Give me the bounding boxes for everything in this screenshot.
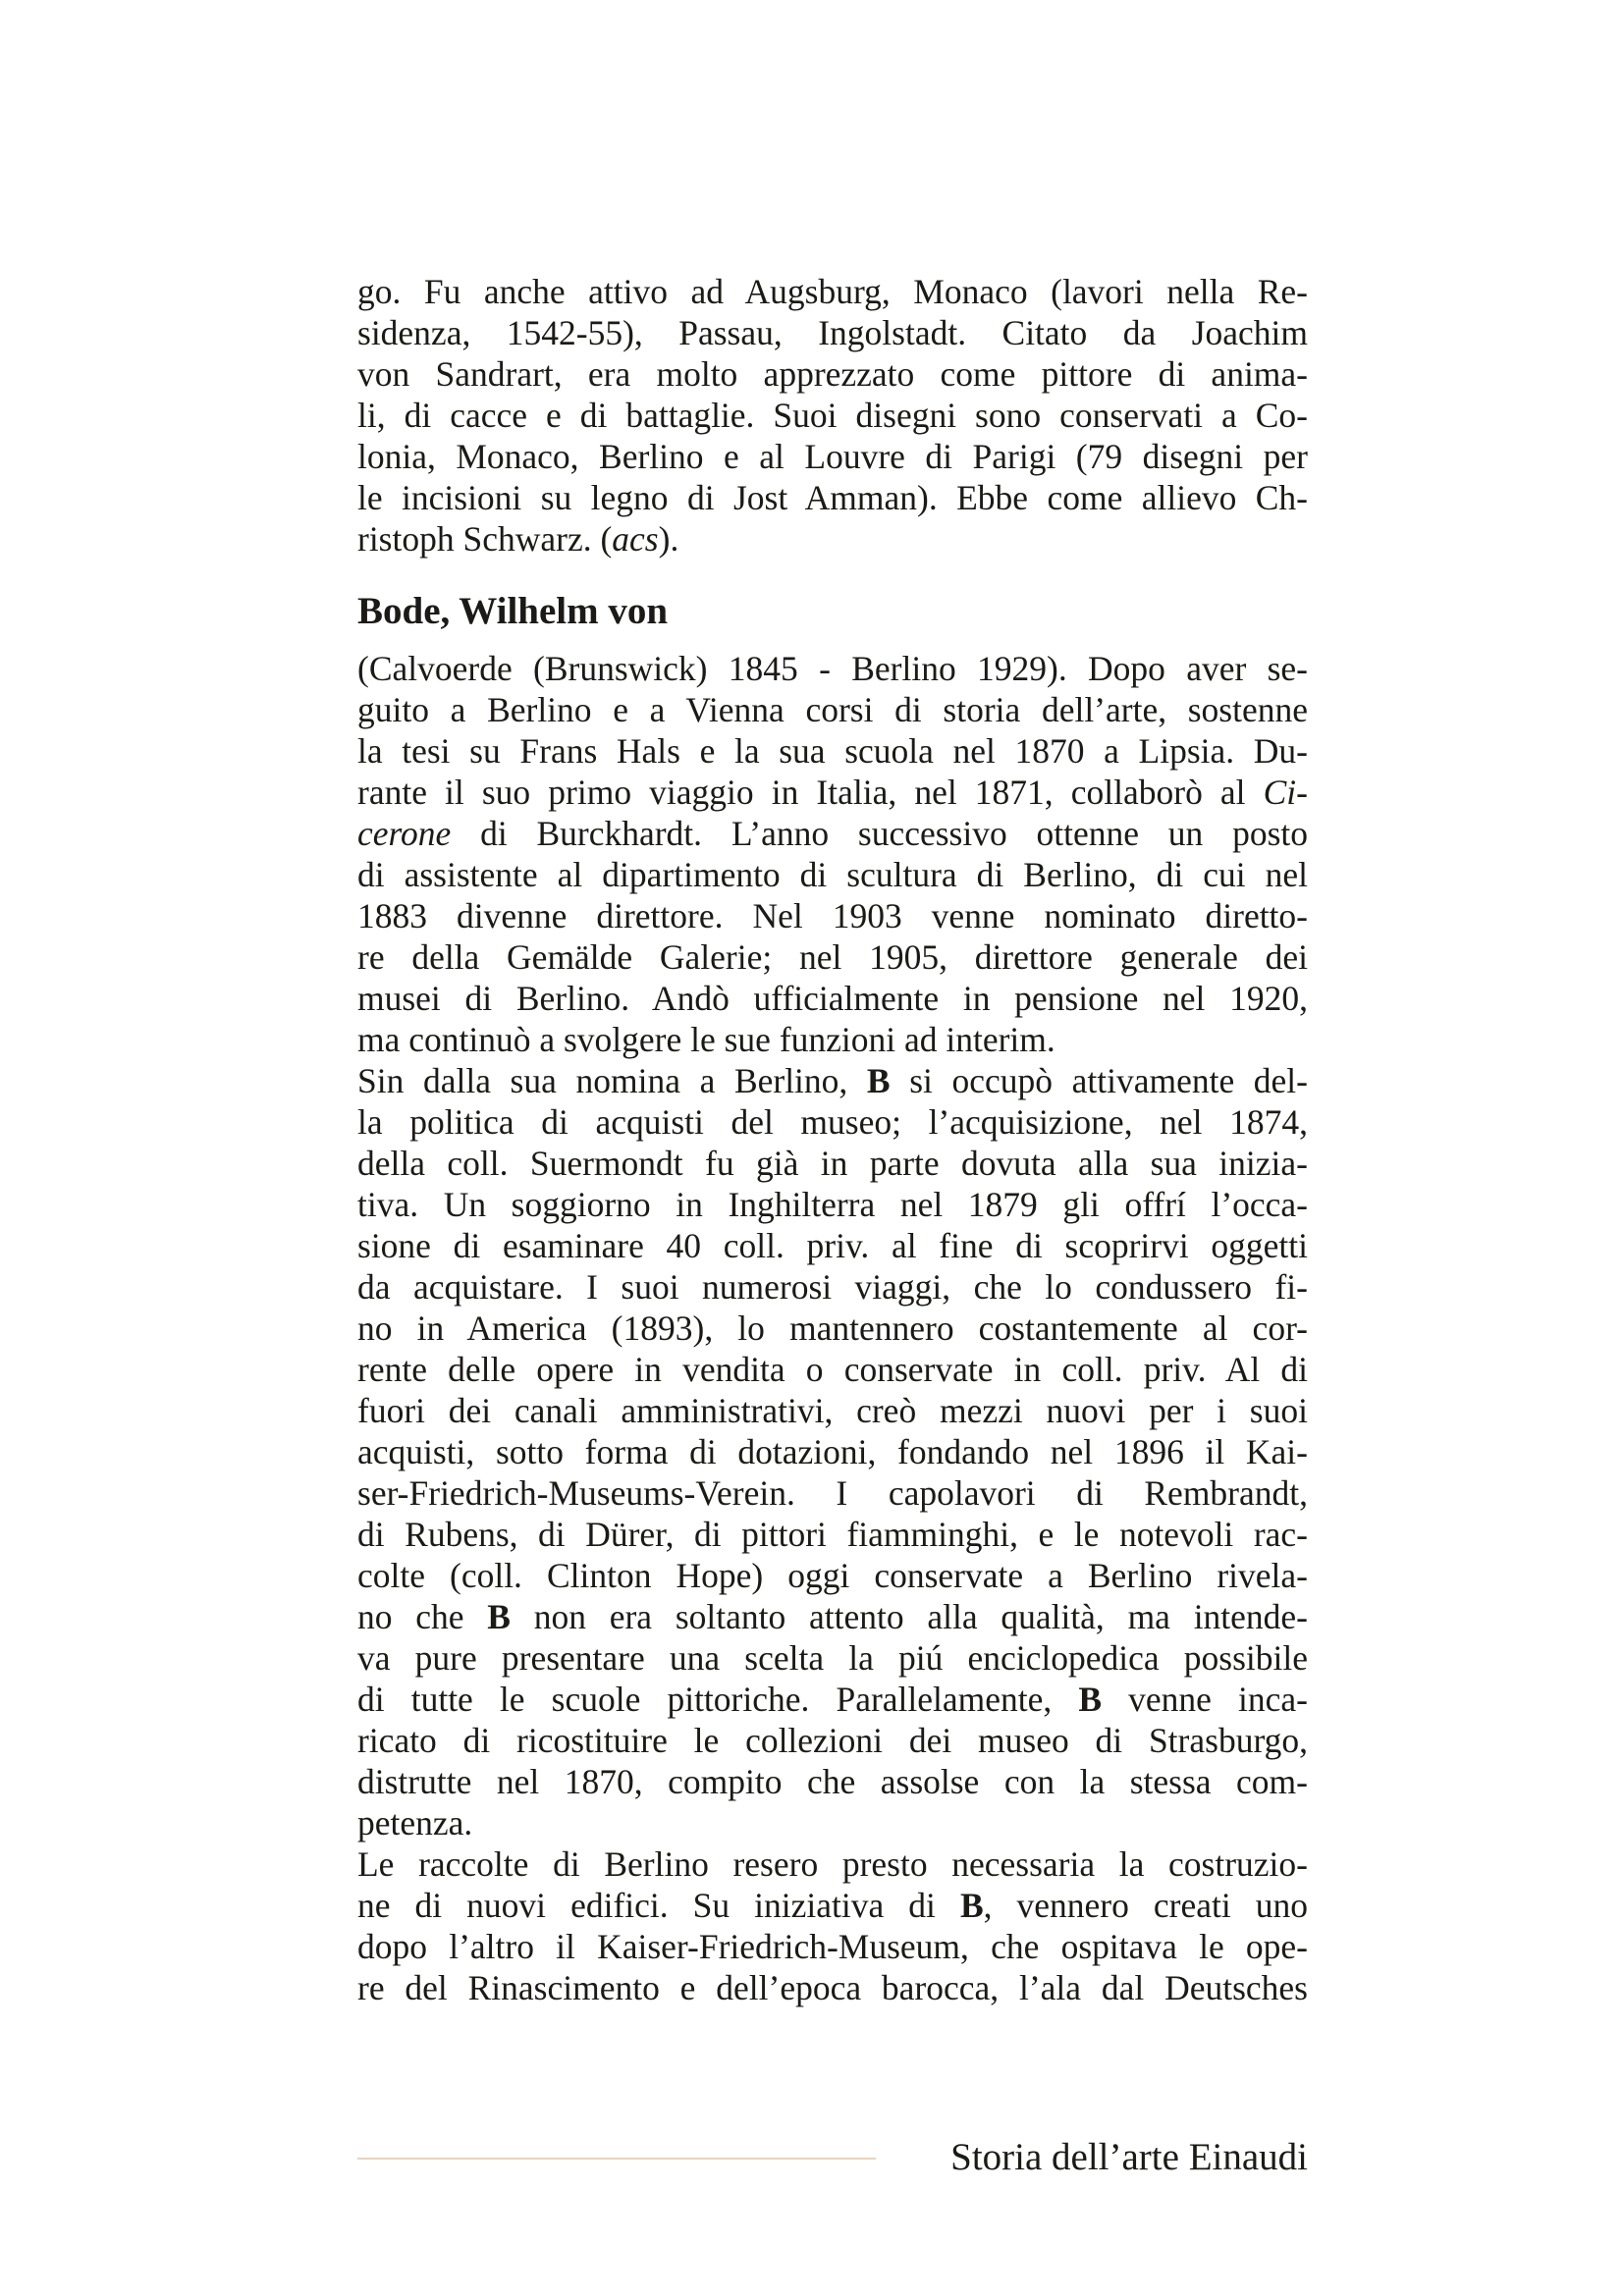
text-line: fuori dei canali amministrativi, creò mezzi nuovi per i suoi [357, 1391, 1308, 1430]
text-line: petenza. [357, 1803, 473, 1842]
text-line: 1883 divenne direttore. Nel 1903 venne nominato diretto- [357, 896, 1308, 935]
text-line: li, di cacce e di battaglie. Suoi disegni sono conservati a Co- [357, 396, 1308, 435]
footer-divider [357, 2158, 876, 2160]
author-initials: acs [612, 519, 659, 559]
text-line: ne di nuovi edifici. Su iniziativa di B, vennero creati uno [357, 1886, 1308, 1925]
text-line: Sin dalla sua nomina a Berlino, B si occupò attivamente del- [357, 1061, 1308, 1100]
entry-heading: Bode, Wilhelm von [357, 590, 669, 632]
text-line: no in America (1893), lo mantennero costantemente al cor- [357, 1308, 1308, 1348]
text-line: sione di esaminare 40 coll. priv. al fine di scoprirvi oggetti [357, 1226, 1308, 1265]
text-line: le incisioni su legno di Jost Amman). Ebbe come allievo Ch- [357, 478, 1308, 517]
text-line: guito a Berlino e a Vienna corsi di storia dell’arte, sostenne [357, 690, 1308, 729]
book-title: cerone [357, 814, 452, 853]
text-line: re della Gemälde Galerie; nel 1905, direttore generale dei [357, 937, 1308, 977]
text-line: la politica di acquisti del museo; l’acquisizione, nel 1874, [357, 1102, 1308, 1142]
text-line: da acquistare. I suoi numerosi viaggi, che lo condussero fi- [357, 1267, 1308, 1307]
text-line: distrutte nel 1870, compito che assolse con la stessa com- [357, 1762, 1308, 1801]
text-line: la tesi su Frans Hals e la sua scuola nel 1870 a Lipsia. Du- [357, 731, 1308, 771]
text-line: musei di Berlino. Andò ufficialmente in pensione nel 1920, [357, 979, 1308, 1018]
text-line: rente delle opere in vendita o conservate in coll. priv. Al di [357, 1350, 1308, 1389]
text-line: sidenza, 1542-55), Passau, Ingolstadt. Citato da Joachim [357, 313, 1308, 352]
text-line: di assistente al dipartimento di scultura di Berlino, di cui nel [357, 855, 1308, 894]
text-line: ma continuò a svolgere le sue funzioni ad interim. [357, 1020, 1055, 1059]
text-line: re del Rinascimento e dell’epoca barocca, l’ala dal Deutsches [357, 1968, 1308, 2007]
text-line: ricato di ricostituire le collezioni dei museo di Strasburgo, [357, 1721, 1308, 1760]
footer-title: Storia dell’arte Einaudi [950, 2136, 1308, 2178]
entry-body [357, 648, 1308, 2008]
text-line: no che B non era soltanto attento alla qualità, ma intende- [357, 1597, 1309, 1636]
text-line: acquisti, sotto forma di dotazioni, fondando nel 1896 il Kai- [357, 1432, 1308, 1471]
text-line: rante il suo primo viaggio in Italia, nel 1871, collaborò al Ci- [357, 773, 1308, 812]
intro-paragraph [357, 271, 1308, 560]
text-line: tiva. Un soggiorno in Inghilterra nel 1879 gli offrí l’occa- [357, 1185, 1308, 1224]
text-line: di Rubens, di Dürer, di pittori fiamminghi, e le notevoli rac- [357, 1515, 1308, 1554]
text-line: dopo l’altro il Kaiser-Friedrich-Museum, che ospitava le ope- [357, 1927, 1308, 1966]
text-line: go. Fu anche attivo ad Augsburg, Monaco (lavori nella Re- [357, 272, 1308, 311]
text-line: ser-Friedrich-Museums-Verein. I capolavori di Rembrandt, [357, 1473, 1308, 1513]
text-line: ristoph Schwarz. (acs). [357, 519, 679, 559]
page-body [357, 271, 1308, 2008]
text-line: lonia, Monaco, Berlino e al Louvre di Parigi (79 disegni per [357, 437, 1308, 476]
text-line: va pure presentare una scelta la piú enciclopedica possibile [357, 1638, 1308, 1678]
text-line: colte (coll. Clinton Hope) oggi conservate a Berlino rivela- [357, 1556, 1308, 1595]
text-line: (Calvoerde (Brunswick) 1845 - Berlino 1929). Dopo aver se- [357, 649, 1308, 688]
text-line: cerone di Burckhardt. L’anno successivo ottenne un posto [357, 814, 1308, 853]
text-line: von Sandrart, era molto apprezzato come pittore di anima- [357, 354, 1308, 394]
text-line: Le raccolte di Berlino resero presto necessaria la costruzio- [357, 1844, 1308, 1884]
text-line: della coll. Suermondt fu già in parte dovuta alla sua inizia- [357, 1144, 1308, 1183]
text-line: di tutte le scuole pittoriche. Parallelamente, B venne inca- [357, 1680, 1308, 1719]
